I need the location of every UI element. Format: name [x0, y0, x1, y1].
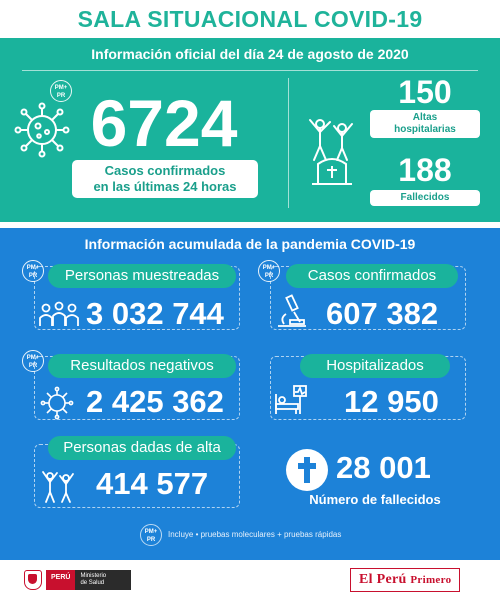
footnote: Incluye • pruebas moleculares + pruebas rápidas — [168, 530, 342, 539]
deaths-total-number: 28 001 — [336, 450, 431, 485]
daily-vertical-divider — [288, 78, 289, 208]
discharged-total-label: Personas dadas de alta — [48, 436, 236, 460]
badge-line-2: PR — [28, 273, 38, 279]
pm-pr-badge — [258, 260, 280, 282]
badge-line-2: PR — [28, 363, 38, 369]
badge-line-2: PR — [146, 537, 156, 543]
coat-of-arms-icon — [24, 570, 42, 590]
people-group-icon — [38, 300, 80, 328]
discharged-total-number: 414 577 — [96, 466, 209, 501]
badge-line-1: PM+ — [262, 265, 276, 271]
daily-divider — [22, 70, 478, 71]
newspaper-word-1: El — [359, 572, 377, 587]
pm-pr-badge — [50, 80, 72, 102]
newspaper-logo — [350, 568, 460, 592]
sampled-label: Personas muestreadas — [48, 264, 236, 288]
daily-cases-number: 6724 — [90, 86, 238, 160]
deaths-total-label: Número de fallecidos — [309, 492, 441, 507]
peru-label: PERÚ — [46, 570, 75, 590]
footer — [0, 560, 500, 600]
accumulated-section — [0, 228, 500, 560]
coffin-icon — [310, 156, 354, 186]
negative-number: 2 425 362 — [86, 384, 224, 419]
sampled-number: 3 032 744 — [86, 296, 224, 331]
daily-date: Información oficial del día 24 de agosto de 2020 — [91, 46, 409, 62]
ministry-label — [75, 570, 131, 590]
discharged-label-line-2: hospitalarias — [394, 124, 456, 135]
virus-icon — [40, 386, 74, 420]
daily-section — [0, 38, 500, 222]
badge-line-1: PM+ — [54, 85, 68, 91]
virus-icon — [12, 100, 72, 160]
celebrating-people-icon — [38, 468, 78, 504]
badge-line-2: PR — [264, 273, 274, 279]
badge-line-1: PM+ — [144, 529, 158, 535]
cases-label-line-2: en las últimas 24 horas — [93, 179, 237, 194]
negative-label: Resultados negativos — [48, 354, 236, 378]
cases-label-line-1: Casos confirmados — [104, 163, 226, 178]
ministry-line-1: Ministerio — [80, 573, 107, 579]
daily-discharged-label — [370, 110, 480, 138]
microscope-icon — [276, 294, 308, 328]
accumulated-heading: Información acumulada de la pandemia COVID-19 — [84, 236, 416, 252]
daily-deaths-number: 188 — [398, 152, 452, 188]
pm-pr-badge — [140, 524, 162, 546]
hospital-bed-icon — [274, 384, 310, 416]
hospitalized-number: 12 950 — [344, 384, 439, 419]
hospitalized-label: Hospitalizados — [300, 354, 450, 378]
ministry-logo — [24, 568, 131, 592]
pm-pr-badge — [22, 260, 44, 282]
badge-line-1: PM+ — [26, 355, 40, 361]
daily-cases-label — [72, 160, 258, 198]
confirmed-label: Casos confirmados — [286, 264, 458, 288]
badge-line-1: PM+ — [26, 265, 40, 271]
confirmed-number: 607 382 — [326, 296, 439, 331]
discharged-label-line-1: Altas — [412, 112, 438, 123]
pm-pr-badge — [22, 350, 44, 372]
daily-deaths-label: Fallecidos — [370, 190, 480, 206]
page-title: SALA SITUACIONAL COVID-19 — [77, 6, 423, 32]
newspaper-word-3: Primero — [410, 574, 452, 586]
daily-discharged-number: 150 — [398, 74, 452, 110]
ministry-line-2: de Salud — [80, 580, 105, 586]
badge-line-2: PR — [56, 93, 66, 99]
cross-icon — [286, 449, 328, 491]
newspaper-word-2: Perú — [376, 572, 411, 587]
